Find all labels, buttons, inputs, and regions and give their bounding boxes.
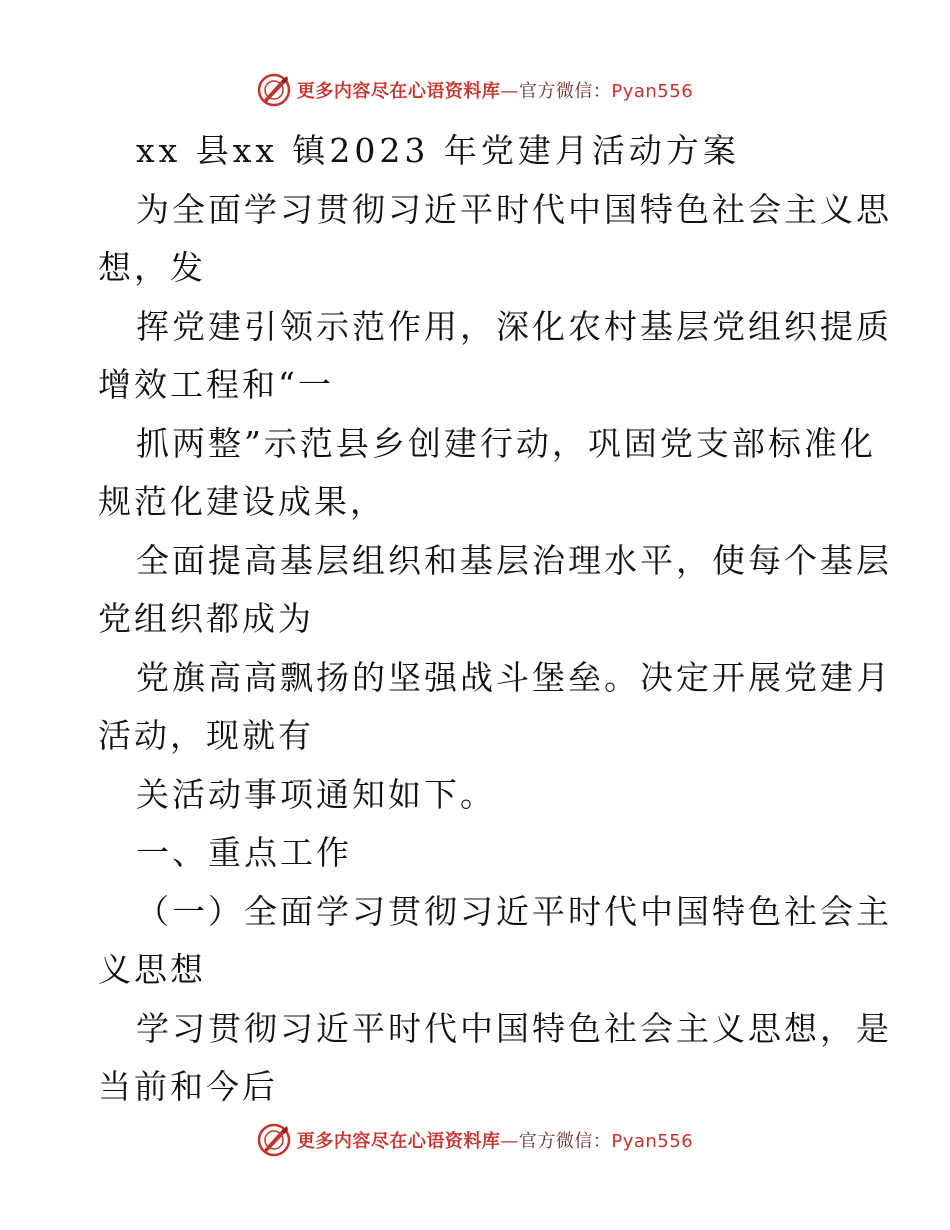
paragraph-line: 为全面学习贯彻习近平时代中国特色社会主义思: [136, 189, 892, 229]
quill-pen-logo-icon: [257, 73, 291, 107]
document-body: [98, 122, 892, 1117]
banner-wechat-id: Pyan556: [611, 81, 694, 102]
banner-dash: —: [500, 81, 519, 102]
banner-wechat-label: 官方微信：: [518, 81, 612, 102]
document-title: xx 县xx 镇2023 年党建月活动方案: [136, 131, 740, 170]
quill-pen-logo-icon: [257, 1123, 291, 1157]
section-heading: 一、重点工作: [136, 833, 352, 872]
banner-wechat-label: 官方微信：: [518, 1131, 612, 1152]
paragraph-line: 学习贯彻习近平时代中国特色社会主义思想，是: [136, 1008, 892, 1048]
paragraph-line: 增效工程和“一: [98, 365, 334, 404]
paragraph-line: 当前和今后: [98, 1067, 278, 1106]
banner-site-name: 更多内容尽在心语资料库: [296, 81, 501, 102]
paragraph-line: 全面提高基层组织和基层治理水平，使每个基层: [136, 540, 892, 580]
paragraph-line: 党组织都成为: [98, 599, 314, 638]
banner-dash: —: [500, 1131, 519, 1152]
subsection-heading: （一）全面学习贯彻习近平时代中国特色社会主: [136, 891, 892, 931]
footer-watermark-banner: [0, 1120, 950, 1160]
paragraph-line: 规范化建设成果，: [98, 482, 386, 521]
paragraph-line: 抓两整”示范县乡创建行动，巩固党支部标准化: [136, 423, 876, 463]
paragraph-line: 活动，现就有: [98, 716, 314, 755]
paragraph-line: 党旗高高飘扬的坚强战斗堡垒。决定开展党建月: [136, 657, 892, 697]
header-watermark-banner: [0, 70, 950, 110]
paragraph-line: 想，发: [98, 248, 206, 287]
paragraph-line: 关活动事项通知如下。: [136, 774, 496, 814]
banner-wechat-id: Pyan556: [611, 1131, 694, 1152]
paragraph-line: 挥党建引领示范作用，深化农村基层党组织提质: [136, 306, 892, 346]
subsection-heading-continued: 义思想: [98, 950, 206, 989]
banner-site-name: 更多内容尽在心语资料库: [296, 1131, 501, 1152]
